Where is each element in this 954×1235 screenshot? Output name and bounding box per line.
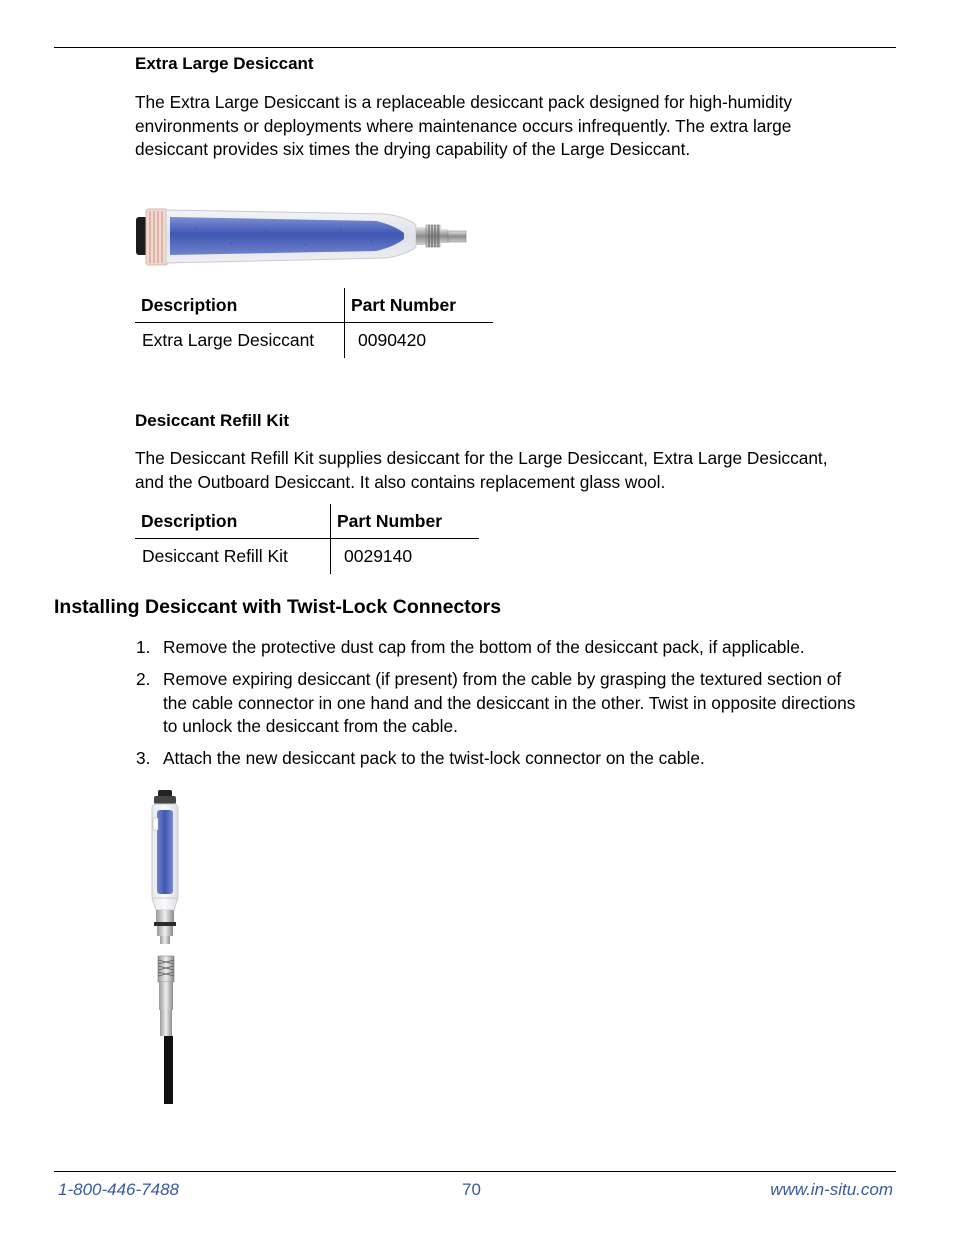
step-text: Remove expiring desiccant (if present) from the cable by grasping the textured section of the cable connector in one hand and the desiccant in the other. Twist in opposite directions to unlock the desiccant from the cable. (163, 669, 856, 736)
extra-large-desiccant-part-table (135, 288, 493, 358)
column-header-description: Description (135, 288, 345, 323)
section-body-desiccant-refill-kit: The Desiccant Refill Kit supplies desiccant for the Large Desiccant, Extra Large Desiccant, and the Outboard Desiccant. It also contains replacement glass wool. (135, 448, 828, 492)
column-header-description: Description (135, 504, 331, 539)
step-number: 1. (136, 637, 151, 657)
column-header-part-number: Part Number (345, 288, 494, 323)
desiccant-refill-kit-part-table (135, 504, 479, 574)
twist-lock-connector-image (140, 788, 190, 1106)
list-item (135, 668, 865, 739)
footer-website-link[interactable]: www.in-situ.com (770, 1180, 893, 1199)
step-text: Remove the protective dust cap from the bottom of the desiccant pack, if applicable. (163, 637, 805, 657)
table-row (135, 323, 493, 359)
footer-rule (54, 1171, 896, 1172)
list-item (135, 636, 865, 660)
footer-phone: 1-800-446-7488 (58, 1180, 179, 1199)
cell-description: Extra Large Desiccant (135, 323, 345, 359)
top-rule (54, 47, 896, 48)
step-text: Attach the new desiccant pack to the twist-lock connector on the cable. (163, 748, 705, 768)
step-number: 3. (136, 748, 151, 768)
cell-part-number: 0090420 (358, 330, 427, 350)
footer-page-number: 70 (462, 1180, 481, 1199)
table-header-row (135, 504, 479, 539)
section-heading-desiccant-refill-kit: Desiccant Refill Kit (135, 411, 289, 430)
installation-steps-list (135, 636, 865, 779)
list-item (135, 747, 865, 771)
table-row (135, 539, 479, 575)
cell-description: Desiccant Refill Kit (135, 539, 331, 575)
section-body-extra-large-desiccant: The Extra Large Desiccant is a replaceable desiccant pack designed for high-humidity environments or deployments where maintenance occurs infrequently. The extra large desiccant provides six times the drying capability of the Large Desiccant. (135, 92, 793, 159)
column-header-part-number: Part Number (331, 504, 480, 539)
table-header-row (135, 288, 493, 323)
extra-large-desiccant-image (136, 203, 468, 269)
section-heading-installing-desiccant: Installing Desiccant with Twist-Lock Connectors (54, 596, 502, 618)
cell-part-number: 0029140 (344, 546, 413, 566)
section-heading-extra-large-desiccant: Extra Large Desiccant (135, 54, 314, 73)
step-number: 2. (136, 669, 151, 689)
